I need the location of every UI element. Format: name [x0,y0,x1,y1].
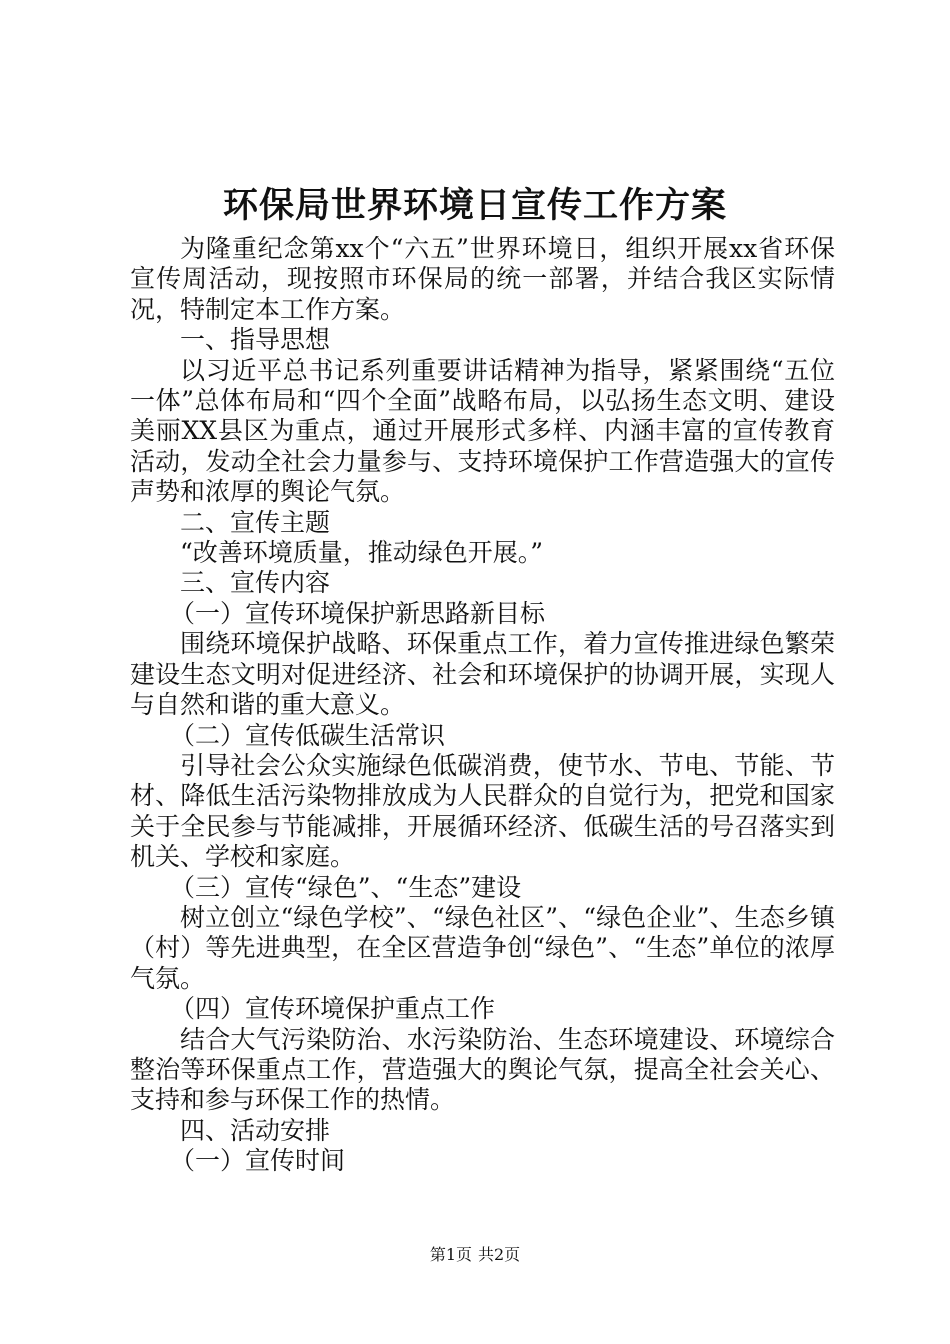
document-body [130,234,835,1177]
green-ecology-paragraph: 树立创立“绿色学校”、“绿色社区”、“绿色企业”、生态乡镇（村）等先进典型，在全区营造争创“绿色”、“生态”单位的浓厚气氛。 [130,902,835,993]
page-number: 第1页 [429,1245,472,1264]
guiding-thought-paragraph: 以习近平总书记系列重要讲话精神为指导，紧紧围绕“五位一体”总体布局和“四个全面”战略布局，以弘扬生态文明、建设美丽XX县区为重点，通过开展形式多样、内涵丰富的宣传教育活动，发动全社会力量参与、支持环境保护工作营造强大的宣传声势和浓厚的舆论气氛。 [130,355,835,507]
page-total: 共2页 [478,1245,521,1264]
section-heading-guiding-thought: 一、指导思想 [180,325,331,355]
intro-paragraph: 为隆重纪念第xx个“六五”世界环境日，组织开展xx省环保宣传周活动，现按照市环保局的统一部署，并结合我区实际情况，特制定本工作方案。 [130,234,835,324]
page-footer [0,1244,950,1266]
theme-paragraph: “改善环境质量，推动绿色开展。” [180,538,544,568]
section-heading-arrangement: 四、活动安排 [180,1115,331,1145]
subheading-low-carbon: （二）宣传低碳生活常识 [170,720,446,750]
key-work-paragraph: 结合大气污染防治、水污染防治、生态环境建设、环境综合整治等环保重点工作，营造强大的舆论气氛，提高全社会关心、支持和参与环保工作的热情。 [130,1024,835,1115]
section-heading-content: 三、宣传内容 [180,568,331,598]
low-carbon-paragraph: 引导社会公众实施绿色低碳消费，使节水、节电、节能、节材、降低生活污染物排放成为人民群众的自觉行为，把党和国家关于全民参与节能减排，开展循环经济、低碳生活的号召落实到机关、学校和家庭。 [130,750,835,872]
section-heading-theme: 二、宣传主题 [180,507,331,537]
subheading-key-work: （四）宣传环境保护重点工作 [170,994,496,1024]
subheading-time: （一）宣传时间 [170,1146,346,1176]
new-ideas-paragraph: 围绕环境保护战略、环保重点工作，着力宣传推进绿色繁荣建设生态文明对促进经济、社会和环境保护的协调开展，实现人与自然和谐的重大意义。 [130,629,835,720]
subheading-green-ecology: （三）宣传“绿色”、“生态”建设 [170,872,522,902]
page-title: 环保局世界环境日宣传工作方案 [222,185,727,226]
subheading-new-ideas: （一）宣传环境保护新思路新目标 [170,598,546,628]
